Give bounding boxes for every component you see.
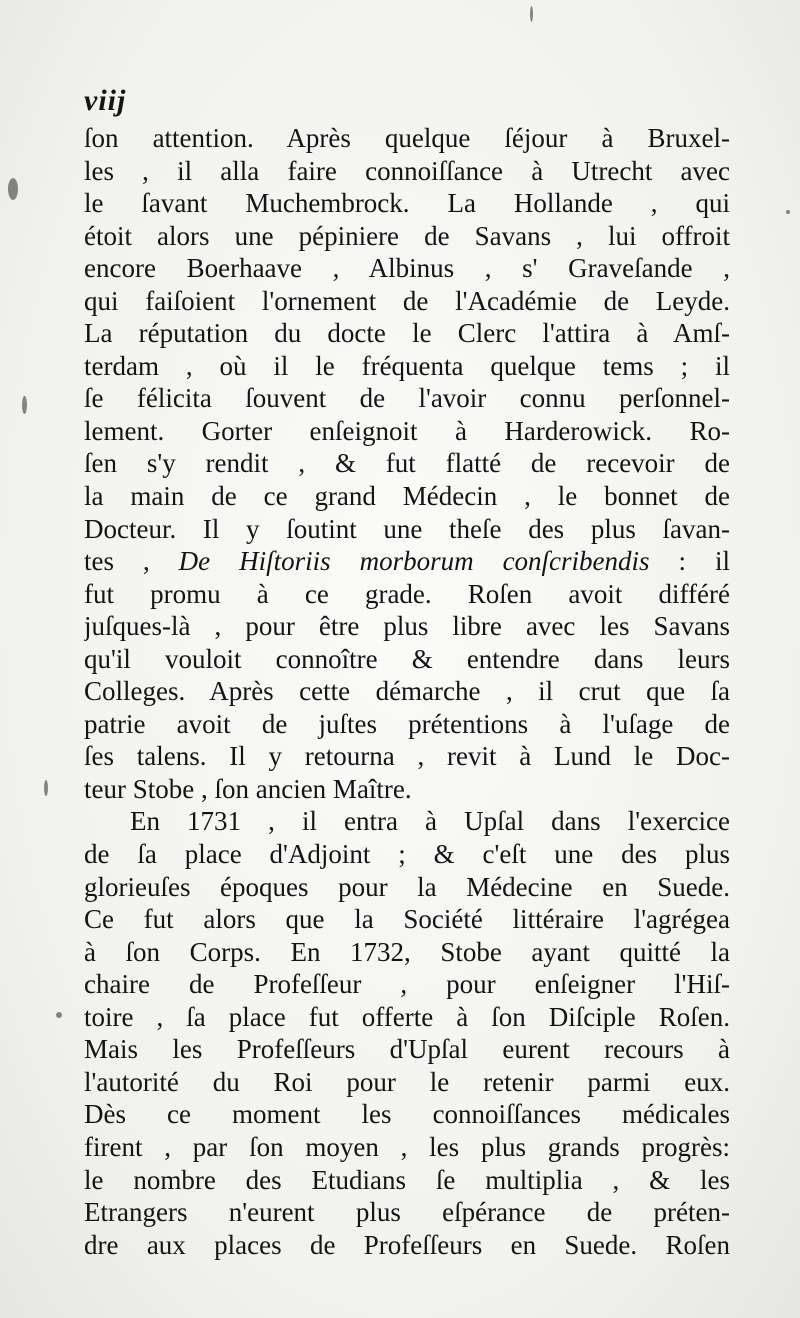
- page-number: viij: [84, 84, 127, 117]
- line-suffix: : il: [649, 546, 730, 577]
- paragraph-last-line: teur Stobe , ſon ancien Maître.: [84, 773, 412, 804]
- text-line: Docteur. Il y ſoutint une theſe des plus ſavan-: [84, 513, 730, 544]
- text-line: encore Boerhaave , Albinus , s' Graveſande ,: [84, 253, 730, 284]
- text-line: fut promu à ce grade. Roſen avoit différé: [84, 578, 730, 609]
- text-line: firent , par ſon moyen , les plus grands progrès:: [84, 1131, 730, 1162]
- scan-speck: [22, 396, 27, 414]
- scan-speck: [56, 1012, 62, 1018]
- page-body-text: [84, 122, 730, 1261]
- text-line: chaire de Profeſſeur , pour enſeigner l'Hiſ-: [84, 969, 730, 1000]
- text-line-with-italic-title: [84, 545, 730, 578]
- text-line: le ſavant Muchembrock. La Hollande , qui: [84, 188, 730, 219]
- text-line: glorieuſes époques pour la Médecine en Suede.: [84, 871, 730, 902]
- text-line: patrie avoit de juſtes prétentions à l'uſage de: [84, 708, 730, 739]
- text-line: ſon attention. Après quelque ſéjour à Bruxel-: [84, 123, 730, 153]
- scan-speck: [786, 210, 790, 214]
- text-line: ſen s'y rendit , & fut flatté de recevoir de: [84, 448, 730, 479]
- text-line: Ce fut alors que la Société littéraire l'agrégea: [84, 904, 730, 935]
- scan-speck: [44, 780, 48, 796]
- text-line: la main de ce grand Médecin , le bonnet de: [84, 481, 730, 512]
- text-line: terdam , où il le fréquenta quelque tems ; il: [84, 350, 730, 381]
- text-line: Dès ce moment les connoiſſances médicales: [84, 1099, 730, 1130]
- text-line: le nombre des Etudians ſe multiplia , & les: [84, 1164, 730, 1195]
- text-line: Etrangers n'eurent plus eſpérance de préten-: [84, 1197, 730, 1228]
- text-line: les , il alla faire connoiſſance à Utrecht avec: [84, 155, 730, 186]
- text-line: lement. Gorter enſeignoit à Harderowick. Ro-: [84, 415, 730, 446]
- text-line: juſques-là , pour être plus libre avec les Savans: [84, 611, 730, 642]
- scan-speck: [530, 6, 533, 22]
- text-line: ſes talens. Il y retourna , revit à Lund le Doc-: [84, 741, 730, 772]
- text-line: Colleges. Après cette démarche , il crut que ſa: [84, 676, 730, 707]
- text-line: de ſa place d'Adjoint ; & c'eſt une des plus: [84, 839, 730, 870]
- text-line: dre aux places de Profeſſeurs en Suede. Roſen: [84, 1229, 730, 1260]
- line-prefix: tes ,: [84, 546, 179, 577]
- scan-speck: [8, 178, 18, 200]
- text-line: Mais les Profeſſeurs d'Upſal eurent recours à: [84, 1034, 730, 1065]
- text-line: toire , ſa place fut offerte à ſon Diſciple Roſen.: [84, 1001, 730, 1032]
- paragraph-first-line: En 1731 , il entra à Upſal dans l'exercice: [130, 806, 730, 837]
- text-line: qui faiſoient l'ornement de l'Académie de Leyde.: [84, 285, 730, 316]
- text-line: qu'il vouloit connoître & entendre dans leurs: [84, 643, 730, 674]
- text-line: étoit alors une pépiniere de Savans , lui offroit: [84, 220, 730, 251]
- text-line: La réputation du docte le Clerc l'attira à Amſ-: [84, 318, 730, 349]
- text-line: ſe félicita ſouvent de l'avoir connu perſonnel-: [84, 383, 730, 414]
- text-line: à ſon Corps. En 1732, Stobe ayant quitté la: [84, 936, 730, 967]
- thesis-title: De Hiſtoriis morborum conſcribendis: [178, 546, 650, 577]
- text-line: l'autorité du Roi pour le retenir parmi eux.: [84, 1066, 730, 1097]
